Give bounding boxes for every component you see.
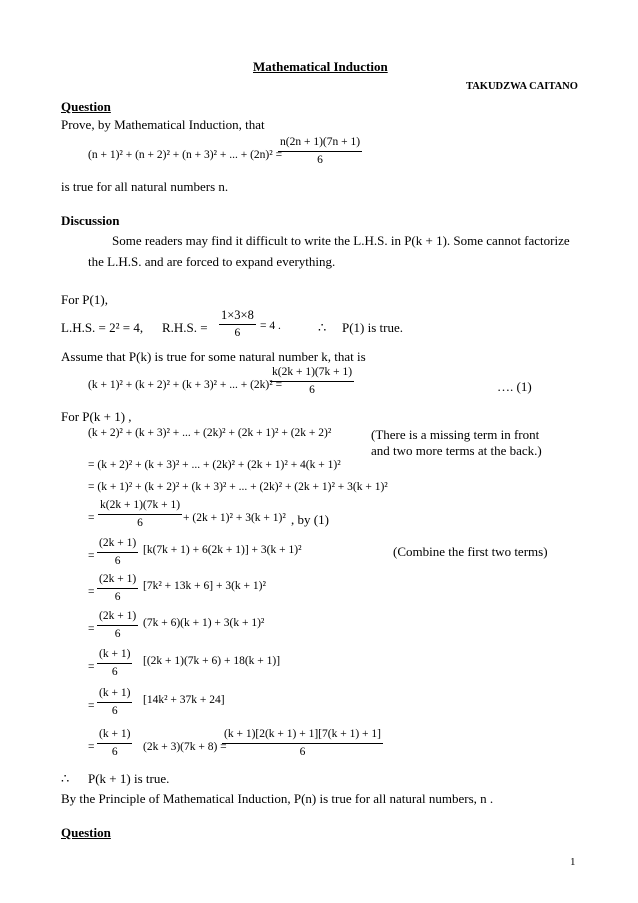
document-title: Mathematical Induction (253, 59, 388, 74)
base-case-lhs: L.H.S. = 2² = 4, (61, 320, 144, 335)
step-5-equals: = (88, 586, 95, 598)
step-3-note: , by (1) (291, 512, 329, 527)
discussion-line-1: Some readers may find it difficult to write the L.H.S. in P(k + 1). Some cannot factorize (112, 233, 570, 248)
discussion-line-2: the L.H.S. and are forced to expand everything. (88, 254, 336, 269)
step-8-equals: = (88, 700, 95, 712)
base-case-denominator: 6 (219, 324, 256, 340)
statement-numerator: n(2n + 1)(7n + 1) (280, 136, 361, 148)
page-number: 1 (570, 856, 576, 868)
step-9-final-fraction (222, 729, 383, 758)
equation-tag: …. (1) (497, 379, 532, 394)
step-4-numerator: (2k + 1) (99, 537, 137, 549)
step-3-equals: = (88, 512, 95, 524)
step-4-note: (Combine the first two terms) (393, 544, 548, 559)
inductive-step-label: For P(k + 1) , (61, 409, 132, 424)
question-heading: Question (61, 99, 111, 114)
therefore-symbol: ∴ (318, 320, 327, 335)
step-9-fraction (97, 729, 132, 758)
step-note-1a: (There is a missing term in front (371, 427, 540, 442)
step-7-fraction (97, 649, 132, 678)
base-case-conclusion: P(1) is true. (342, 320, 404, 335)
step-line-1: = (k + 2)² + (k + 3)² + ... + (2k)² + (2k + 1)² + 4(k + 1)² (88, 459, 341, 471)
step-5-denominator: 6 (97, 588, 138, 604)
step-8-fraction (97, 688, 132, 717)
assumption-text: Assume that P(k) is true for some natural number k, that is (61, 349, 366, 364)
step-6-equals: = (88, 623, 95, 635)
base-case-value: = 4 . (260, 320, 281, 332)
step-8-denominator: 6 (97, 702, 132, 718)
step-7-numerator: (k + 1) (99, 648, 131, 660)
step-6-denominator: 6 (97, 625, 138, 641)
statement-lhs: (n + 1)² + (n + 2)² + (n + 3)² + ... + (2n)² = (88, 149, 283, 161)
assumption-denominator: 6 (270, 381, 354, 397)
step-6-numerator: (2k + 1) (99, 610, 137, 622)
step-7-denominator: 6 (97, 663, 132, 679)
step-4-equals: = (88, 550, 95, 562)
conclusion-line-2: By the Principle of Mathematical Induction, P(n) is true for all natural numbers, n . (61, 791, 494, 806)
step-6-fraction (97, 611, 138, 640)
assumption-fraction (270, 367, 354, 396)
step-9-equals: = (88, 741, 95, 753)
base-case-rhs-label: R.H.S. = (162, 320, 208, 335)
step-9-final-numerator: (k + 1)[2(k + 1) + 1][7(k + 1) + 1] (224, 728, 381, 740)
step-8-rest: [14k² + 37k + 24] (143, 694, 225, 706)
discussion-heading: Discussion (61, 213, 120, 228)
step-3-numerator: k(2k + 1)(7k + 1) (100, 499, 181, 511)
statement-denominator: 6 (278, 151, 362, 167)
conclusion-line-1: P(k + 1) is true. (88, 771, 170, 786)
step-3-denominator: 6 (98, 514, 182, 530)
step-4-denominator: 6 (97, 552, 138, 568)
step-7-rest: [(2k + 1)(7k + 6) + 18(k + 1)] (143, 655, 281, 667)
step-9-final-denominator: 6 (222, 743, 383, 759)
step-5-rest: [7k² + 13k + 6] + 3(k + 1)² (143, 580, 266, 592)
author-name: TAKUDZWA CAITANO (466, 81, 578, 92)
question-prompt: Prove, by Mathematical Induction, that (61, 117, 265, 132)
step-9-denominator: 6 (97, 743, 132, 759)
step-3-rest: + (2k + 1)² + 3(k + 1)² (183, 512, 286, 524)
base-case-fraction (219, 309, 256, 339)
step-6-rest: (7k + 6)(k + 1) + 3(k + 1)² (143, 617, 265, 629)
statement-fraction (278, 137, 362, 166)
step-line-0: (k + 2)² + (k + 3)² + ... + (2k)² + (2k + 1)² + (2k + 2)² (88, 427, 332, 439)
step-9-numerator: (k + 1) (99, 728, 131, 740)
step-5-numerator: (2k + 1) (99, 573, 137, 585)
step-8-numerator: (k + 1) (99, 687, 131, 699)
base-case-numerator: 1×3×8 (221, 308, 254, 322)
step-note-1b: and two more terms at the back.) (371, 443, 542, 458)
assumption-numerator: k(2k + 1)(7k + 1) (272, 366, 353, 378)
statement-tail: is true for all natural numbers n. (61, 179, 229, 194)
assumption-lhs: (k + 1)² + (k + 2)² + (k + 3)² + ... + (2k)² = (88, 379, 283, 391)
step-9-middle: (2k + 3)(7k + 8) = (143, 741, 227, 753)
step-3-fraction (98, 500, 182, 529)
step-4-fraction (97, 538, 138, 567)
next-question-heading: Question (61, 825, 111, 840)
conclusion-therefore-symbol: ∴ (61, 771, 70, 786)
step-4-rest: [k(7k + 1) + 6(2k + 1)] + 3(k + 1)² (143, 544, 302, 556)
step-5-fraction (97, 574, 138, 603)
base-case-label: For P(1), (61, 292, 108, 307)
step-line-2: = (k + 1)² + (k + 2)² + (k + 3)² + ... + (2k)² + (2k + 1)² + 3(k + 1)² (88, 481, 388, 493)
step-7-equals: = (88, 661, 95, 673)
